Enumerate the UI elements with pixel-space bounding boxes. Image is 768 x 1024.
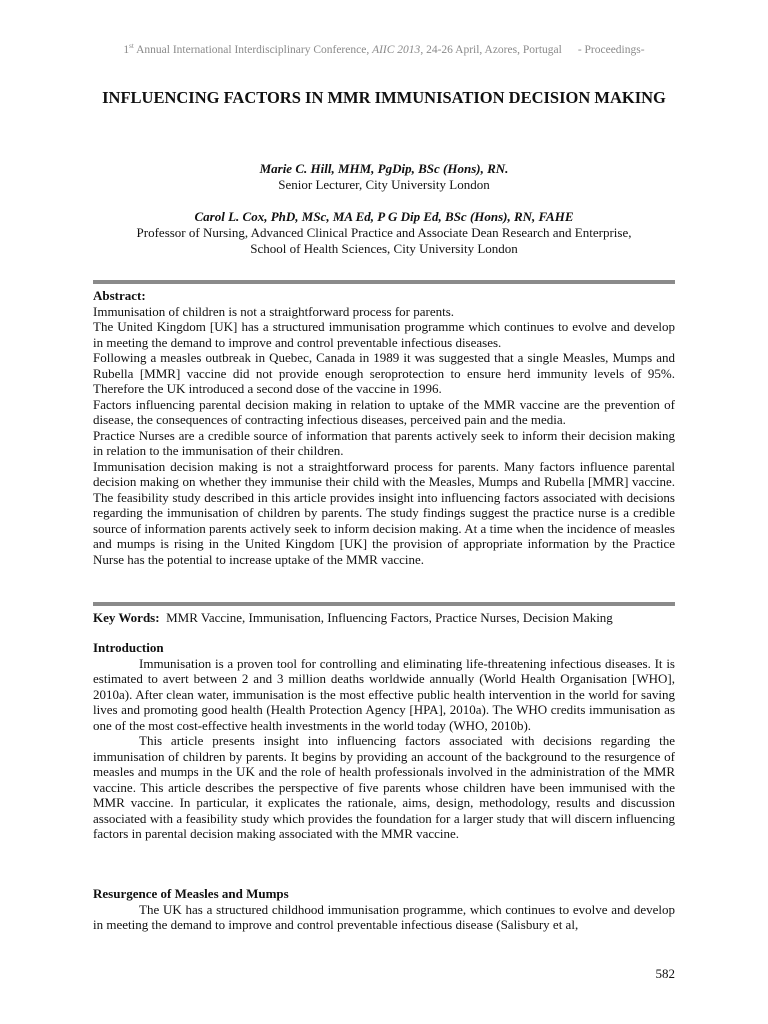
page-number: 582 [655,966,675,981]
abstract-paragraph: Immunisation of children is not a straightforward process for parents. [93,303,455,319]
header-proceedings: - Proceedings- [577,43,645,56]
author-2-affiliation-line-1: Professor of Nursing, Advanced Clinical Practice and Associate Dean Research and Enterprise, [136,225,632,240]
author-2-affiliation-line-2: School of Health Sciences, City University London [250,241,518,256]
author-1 [60,161,708,193]
header-date-location: , 24-26 April, Azores, Portugal [420,43,562,56]
abstract-paragraph: Immunisation decision making is not a straightforward process for parents. Many factors influence parental decision making on whether they immunise their child with the Measles, Mumps and Rubella [MMR] vaccine. The feasibility study described in this article provides insight into influencing factors associated with decisions regarding the immunisation of children by parents. The study findings suggest the practice nurse is a credible source of information parents actively seek to inform decision making. At a time when the incidence of measles and mumps is rising in the United Kingdom [UK] the provision of appropriate information by the Practice Nurse has the potential to increase uptake of the MMR vaccine. [93,458,675,567]
abstract-bottom-rule [93,602,675,606]
keywords-line [93,610,675,626]
author-1-affiliation: Senior Lecturer, City University London [278,177,490,192]
introduction-section [93,640,675,842]
keywords-text: MMR Vaccine, Immunisation, Influencing Factors, Practice Nurses, Decision Making [159,610,613,625]
introduction-heading: Introduction [93,640,164,655]
introduction-paragraph: This article presents insight into influencing factors associated with decisions regarding the immunisation of children by parents. It begins by providing an account of the background to the resurgence of measles and mumps in the UK and the role of health professionals involved in the administration of the MMR vaccine. This article describes the perspective of five parents whose children have been immunised with the MMR vaccine. In particular, it explicates the rationale, aims, design, methodology, results and discussion associated with a feasibility study which provides the foundation for a larger study that will discern influencing factors in parental decision making associated with the MMR vaccine. [93,733,675,841]
abstract-heading: Abstract: [93,288,146,303]
paper-title: INFLUENCING FACTORS IN MMR IMMUNISATION DECISION MAKING [102,88,666,107]
header-ordinal-suffix: st [129,42,134,50]
abstract-section [93,288,675,567]
header-conference: Annual International Interdisciplinary Conference, [133,43,373,56]
header-ordinal: 1 [123,43,130,56]
author-2-name: Carol L. Cox, PhD, MSc, MA Ed, P G Dip Ed, BSc (Hons), RN, FAHE [194,209,574,224]
abstract-paragraph: Practice Nurses are a credible source of information that parents actively seek to inform their decision making in relation to the immunisation of their children. [93,427,675,458]
resurgence-section [93,886,675,933]
abstract-paragraph: Factors influencing parental decision making in relation to uptake of the MMR vaccine are the prevention of disease, the consequences of contracting infectious diseases, perceived pain and the media. [93,396,675,427]
author-1-name: Marie C. Hill, MHM, PgDip, BSc (Hons), RN. [259,161,509,176]
running-header [0,42,768,56]
keywords-label: Key Words: [93,610,160,625]
resurgence-paragraph: The UK has a structured childhood immunisation programme, which continues to evolve and develop in meeting the demand to improve and control preventable infectious disease (Salisbury et al, [93,901,675,932]
introduction-paragraph: Immunisation is a proven tool for controlling and eliminating life-threatening infectious diseases. It is estimated to avert between 2 and 3 million deaths worldwide annually (World Health Organisation [WHO], 2010a). After clean water, immunisation is the most effective public health intervention in the world for saving lives and promoting good health (Health Protection Agency [HPA], 2010a). The WHO credits immunisation as one of the most cost-effective health investments in the world today (WHO, 2010b). [93,655,675,733]
resurgence-heading: Resurgence of Measles and Mumps [93,886,289,901]
author-2 [60,209,708,257]
abstract-paragraph: The United Kingdom [UK] has a structured immunisation programme which continues to evolve and develop in meeting the demand to improve and control preventable infectious diseases. [93,319,675,350]
abstract-top-rule [93,280,675,284]
abstract-paragraph: Following a measles outbreak in Quebec, Canada in 1989 it was suggested that a single Measles, Mumps and Rubella [MMR] vaccine did not provide enough seroprotection to ensure herd immunity levels of 95%. Therefore the UK introduced a second dose of the vaccine in 1996. [93,350,675,396]
header-conference-abbrev: AIIC 2013 [372,43,421,56]
